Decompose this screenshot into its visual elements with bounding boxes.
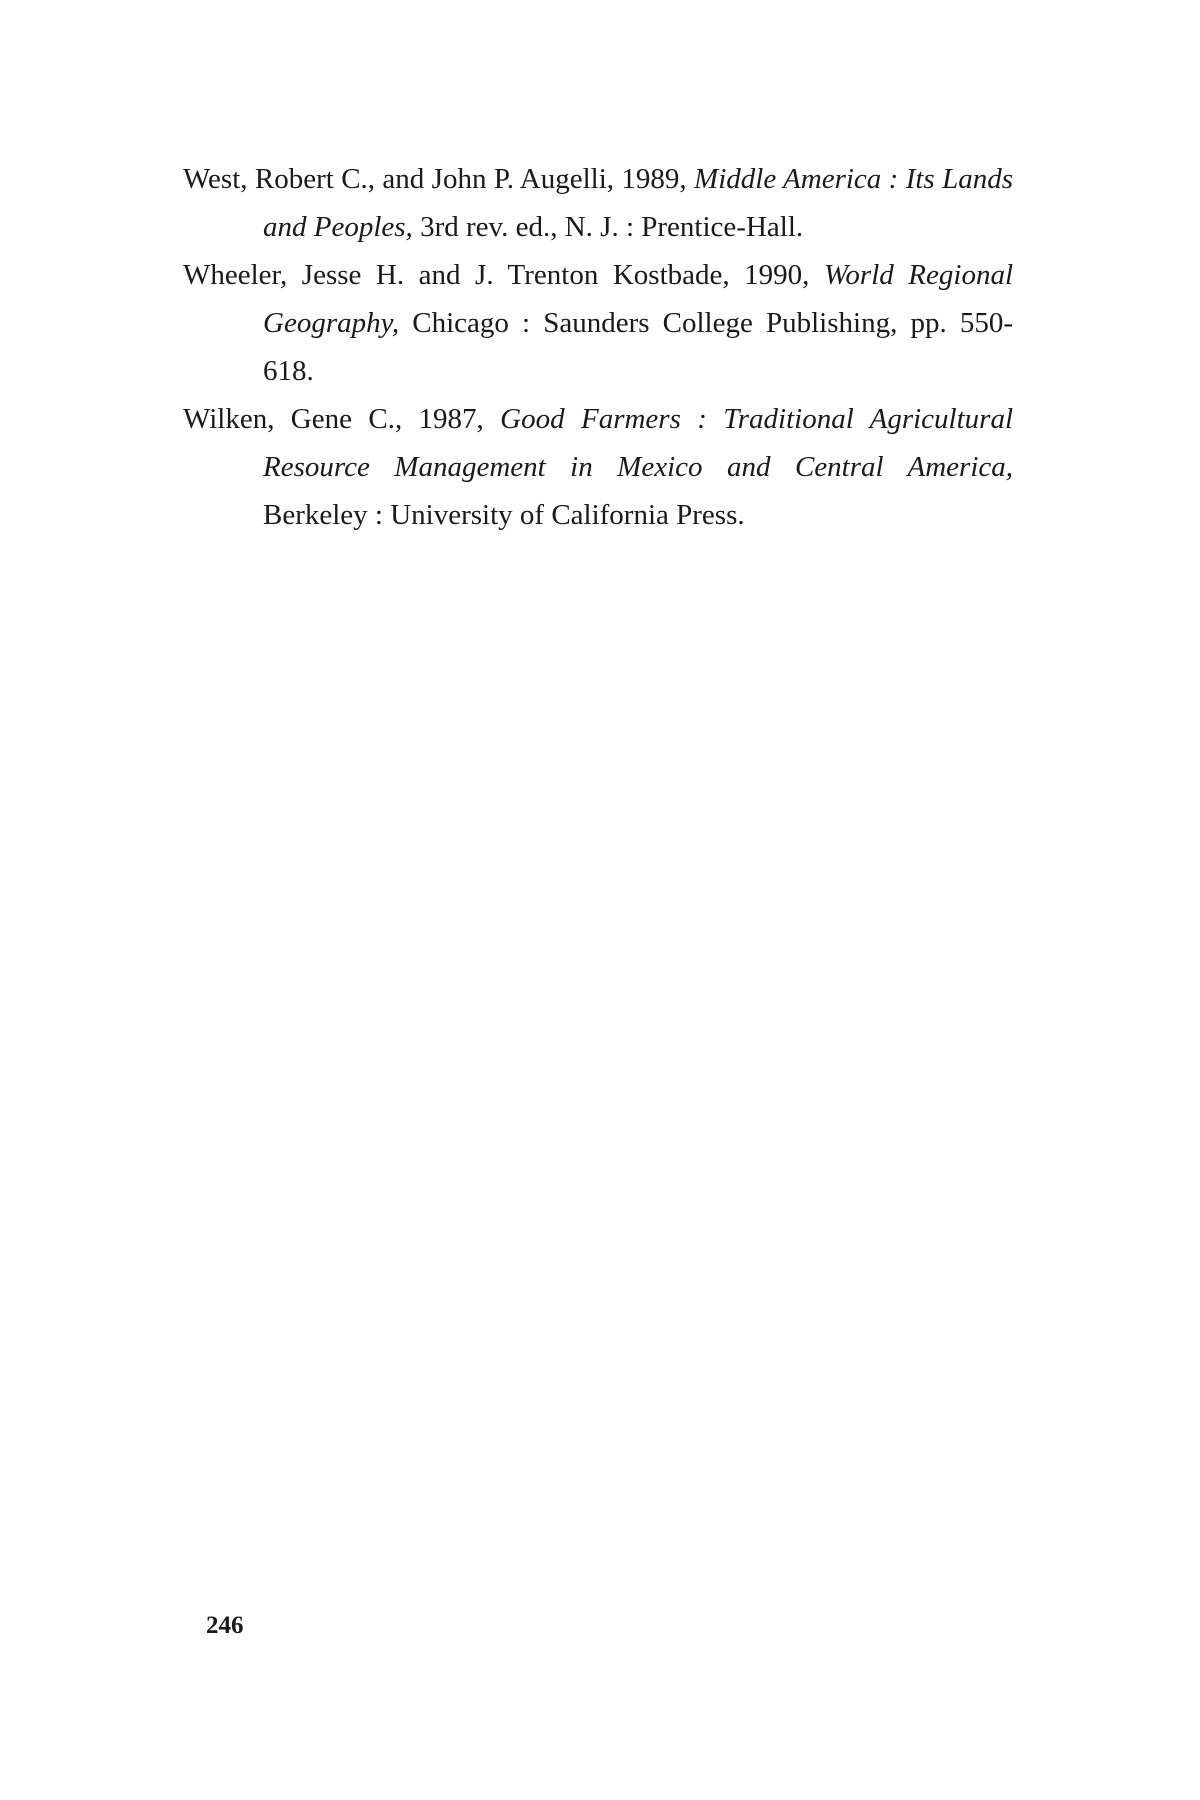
reference-entry-wilken	[183, 395, 1013, 539]
reference-publication: Berkeley : University of California Press.	[263, 499, 745, 531]
reference-entry-wheeler	[183, 251, 1013, 395]
reference-entry-west	[183, 155, 1013, 251]
reference-title: Good Farmers : Traditional Agricultural Resource Management in Mexico and Central America,	[263, 403, 1013, 483]
reference-title: World Regional Geography,	[263, 259, 1013, 339]
reference-list	[183, 155, 1013, 539]
reference-authors: Wheeler, Jesse H. and J. Trenton Kostbade, 1990,	[183, 259, 824, 291]
reference-publication: Chicago : Saunders College Publishing, pp. 550-618.	[263, 307, 1013, 387]
reference-authors: West, Robert C., and John P. Augelli, 1989,	[183, 163, 695, 195]
reference-title: Middle America : Its Lands and Peoples,	[263, 163, 1014, 243]
page-number: 246	[206, 1612, 244, 1639]
reference-authors: Wilken, Gene C., 1987,	[183, 403, 501, 435]
reference-publication: 3rd rev. ed., N. J. : Prentice-Hall.	[412, 211, 804, 243]
